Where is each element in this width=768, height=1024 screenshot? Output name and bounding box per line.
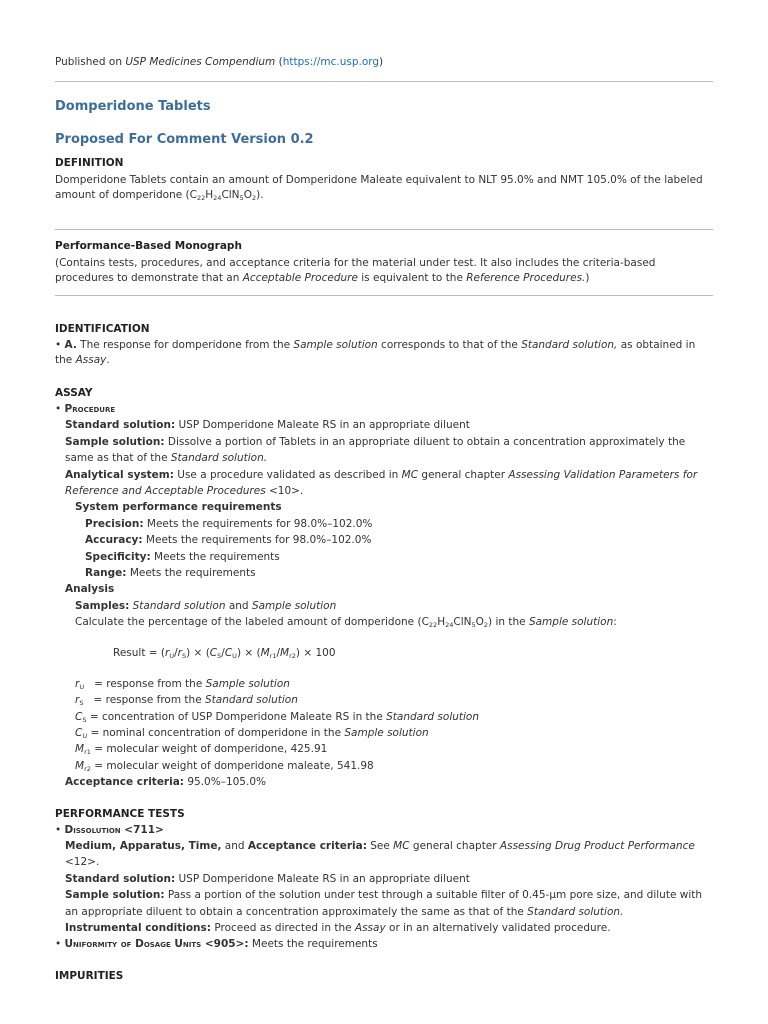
published-source: USP Medicines Compendium [125, 56, 276, 68]
assay-standard-solution: Standard solution: USP Domperidone Maleate RS in an appropriate diluent [65, 419, 470, 432]
divider [55, 81, 713, 82]
definition-section [55, 156, 713, 203]
performance-tests-section [55, 807, 713, 953]
uniformity-row: • Uniformity of Dosage Units <905>: Meets the requirements [55, 938, 378, 951]
instrumental-conditions: Instrumental conditions: Proceed as directed in the Assay or in an alternatively validated procedure. [65, 921, 611, 934]
published-prefix: Published on [55, 56, 126, 68]
dissolution-sample-solution: Sample solution: Pass a portion of the solution under test through a suitable filter of 0.45-µm pore size, and dilute with an appropriate diluent to obtain a concentration approximately the same as that of the Standard solution. [65, 889, 703, 918]
analytical-system: Analytical system: Use a procedure validated as described in MC general chapter Assessing Validation Parameters for Reference and Acceptable Procedures <10>. [65, 468, 698, 498]
source-link[interactable]: https://mc.usp.org [282, 56, 380, 68]
performance-based-heading: Performance-Based Monograph [55, 240, 242, 252]
dissolution-heading: • Dissolution <711> [55, 823, 164, 836]
identification-heading: IDENTIFICATION [55, 323, 150, 335]
version-title: Proposed For Comment Version 0.2 [55, 132, 314, 147]
specificity-row: Specificity: Meets the requirements [85, 550, 280, 563]
performance-based-section [55, 239, 713, 286]
performance-based-text: (Contains tests, procedures, and acceptance criteria for the material under test. It also includes the criteria-based procedures to demonstrate that an Acceptable Procedure is equivalent to the Reference Procedures.) [55, 257, 656, 284]
samples-row: Samples: Standard solution and Sample solution [75, 599, 337, 612]
accuracy-row: Accuracy: Meets the requirements for 98.0%–102.0% [85, 534, 372, 547]
impurities-section [55, 969, 713, 984]
var-mr2: $M_{r2}$ = molecular weight of domperidone maleate, 541.98 [75, 759, 374, 773]
divider [55, 229, 713, 230]
result-formula: Result = $(r_U/r_S) \times (C_S/C_U) \times (M_{r1}/M_{r2}) \times 100$ [113, 646, 336, 660]
dissolution-standard-solution: Standard solution: USP Domperidone Maleate RS in an appropriate diluent [65, 872, 470, 885]
var-cs: $C_S$ = concentration of USP Domperidone Maleate RS in the Standard solution [75, 710, 480, 724]
assay-section [55, 386, 713, 791]
procedure-heading: • Procedure [55, 403, 116, 415]
range-row: Range: Meets the requirements [85, 567, 256, 580]
assay-heading: ASSAY [55, 387, 93, 399]
var-cu: $C_U$ = nominal concentration of domperidone in the Sample solution [75, 726, 429, 740]
published-line: Published on USP Medicines Compendium (https://mc.usp.org) [55, 56, 384, 68]
calculation-text: Calculate the percentage of the labeled amount of domperidone $(C_{22}H_{24}ClN_5O_2)$ in the Sample solution: [75, 616, 617, 630]
definition-heading: DEFINITION [55, 157, 124, 169]
performance-tests-heading: PERFORMANCE TESTS [55, 807, 185, 820]
var-ru: $r_U$ = response from the Sample solution [75, 677, 290, 691]
acceptance-criteria: Acceptance criteria: 95.0%–105.0% [65, 776, 266, 789]
page-title: Domperidone Tablets [55, 99, 211, 114]
identification-section [55, 322, 713, 368]
impurities-heading: IMPURITIES [55, 969, 124, 982]
precision-row: Precision: Meets the requirements for 98.0%–102.0% [85, 517, 373, 530]
definition-text: Domperidone Tablets contain an amount of Domperidone Maleate equivalent to NLT 95.0% and NMT 105.0% of the labeled amount of domperidone $(C_{22}H_{24}ClN_5O_2)$. [55, 174, 703, 202]
var-rs: $r_S$ = response from the Standard solution [75, 694, 298, 708]
analysis-heading: Analysis [65, 583, 115, 596]
divider [55, 295, 713, 296]
medium-row: Medium, Apparatus, Time, and Acceptance criteria: See MC general chapter Assessing Drug Product Performance <12>. [65, 839, 695, 869]
system-performance-heading: System performance requirements [75, 501, 282, 514]
identification-a: • A. The response for domperidone from the Sample solution corresponds to that of the Standard solution, as obtained in the Assay. [55, 339, 696, 366]
assay-sample-solution: Sample solution: Dissolve a portion of Tablets in an appropriate diluent to obtain a concentration approximately the same as that of the Standard solution. [65, 435, 686, 465]
var-mr1: $M_{r1}$ = molecular weight of domperidone, 425.91 [75, 743, 328, 757]
